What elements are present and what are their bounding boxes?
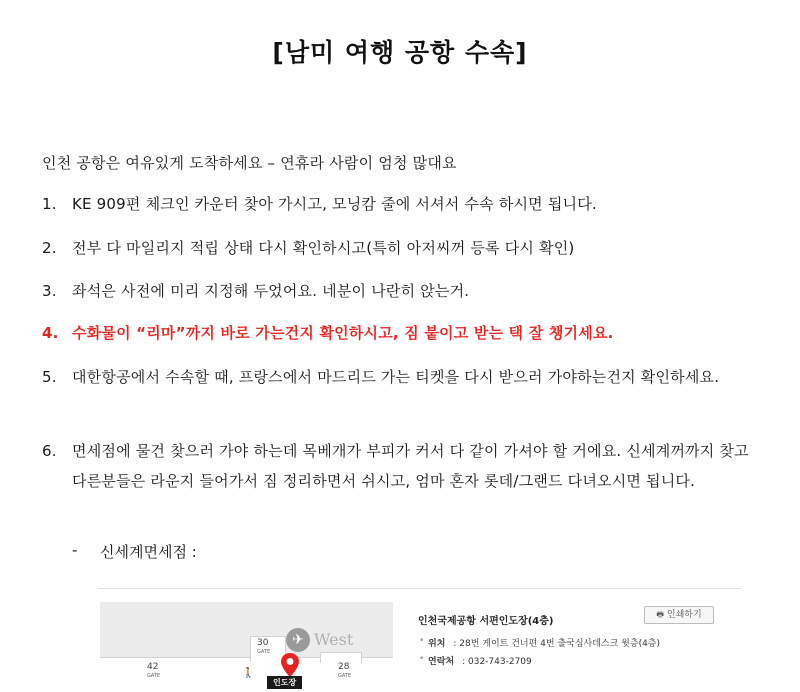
list-number: 4.	[42, 324, 59, 342]
list-number: 3.	[42, 282, 57, 300]
list-item-5	[42, 362, 754, 392]
gate-number: 42	[147, 662, 159, 672]
airplane-icon: ✈	[286, 628, 310, 652]
sub-item-dash: -	[72, 541, 78, 559]
list-item-4-highlight	[42, 318, 754, 348]
list-text: 수화물이 “리마”까지 바로 가는건지 확인하시고, 짐 붙이고 받는 택 잘 챙기세요.	[72, 324, 614, 342]
list-item-3	[42, 276, 754, 306]
airport-map	[100, 602, 393, 692]
list-text: 좌석은 사전에 미리 지정해 두었어요. 네분이 나란히 앉는거.	[72, 282, 470, 300]
location-value: : 28번 게이트 건너편 4번 출국심사데스크 윗층(4층)	[453, 639, 661, 649]
list-text: KE 909편 체크인 카운터 찾아 가시고, 모닝캄 줄에 서셔서 수속 하시면 됩니다.	[72, 195, 597, 213]
divider	[98, 588, 741, 589]
bullet-icon: •	[419, 636, 425, 646]
pin-label: 인도장	[267, 676, 302, 689]
gate-label: GATE	[338, 673, 352, 679]
walking-person-icon: 🚶	[242, 668, 255, 679]
list-number: 5.	[42, 368, 57, 386]
print-button[interactable]	[644, 606, 714, 624]
list-number: 6.	[42, 442, 57, 460]
location-row	[419, 636, 661, 649]
sub-item-shinsegae	[72, 541, 197, 562]
contact-row	[419, 654, 532, 667]
print-label: 인쇄하기	[666, 610, 702, 620]
direction-label: West	[314, 630, 354, 649]
location-label: 위치	[428, 639, 446, 649]
location-title: 인천국제공항 서편인도장(4층)	[418, 616, 554, 627]
list-text: 면세점에 물건 찾으러 가야 하는데 목베개가 부피가 커서 다 같이 가셔야 할 거에요. 신세계꺼까지 찾고 다른분들은 라운지 들어가서 짐 정리하면서 쉬시고, 엄마 혼자 롯데/그랜드 다녀오시면 됩니다.	[72, 442, 749, 490]
gate-number: 30	[257, 638, 269, 648]
gate-label: GATE	[147, 673, 161, 679]
printer-icon: 🖶	[656, 610, 664, 619]
list-item-1	[42, 189, 754, 219]
page-title: [남미 여행 공항 수속]	[272, 38, 528, 67]
gate-number: 28	[338, 662, 350, 672]
list-text: 전부 다 마일리지 적립 상태 다시 확인하시고(특히 아저씨꺼 등록 다시 확인)	[72, 239, 575, 257]
list-item-6	[42, 436, 754, 496]
list-text: 대한항공에서 수속할 때, 프랑스에서 마드리드 가는 티켓을 다시 받으러 가야하는건지 확인하세요.	[72, 368, 720, 386]
list-item-2	[42, 233, 754, 263]
location-pin-icon	[280, 652, 300, 678]
intro-text: 인천 공항은 여유있게 도착하세요 – 연휴라 사람이 엄청 많대요	[42, 154, 457, 172]
list-number: 1.	[42, 195, 57, 213]
contact-value: : 032-743-2709	[462, 657, 532, 667]
contact-label: 연락처	[428, 657, 455, 667]
sub-item-text: 신세계면세점 :	[100, 543, 197, 561]
list-number: 2.	[42, 239, 57, 257]
bullet-icon: •	[419, 654, 425, 664]
gate-label: GATE	[257, 649, 271, 655]
